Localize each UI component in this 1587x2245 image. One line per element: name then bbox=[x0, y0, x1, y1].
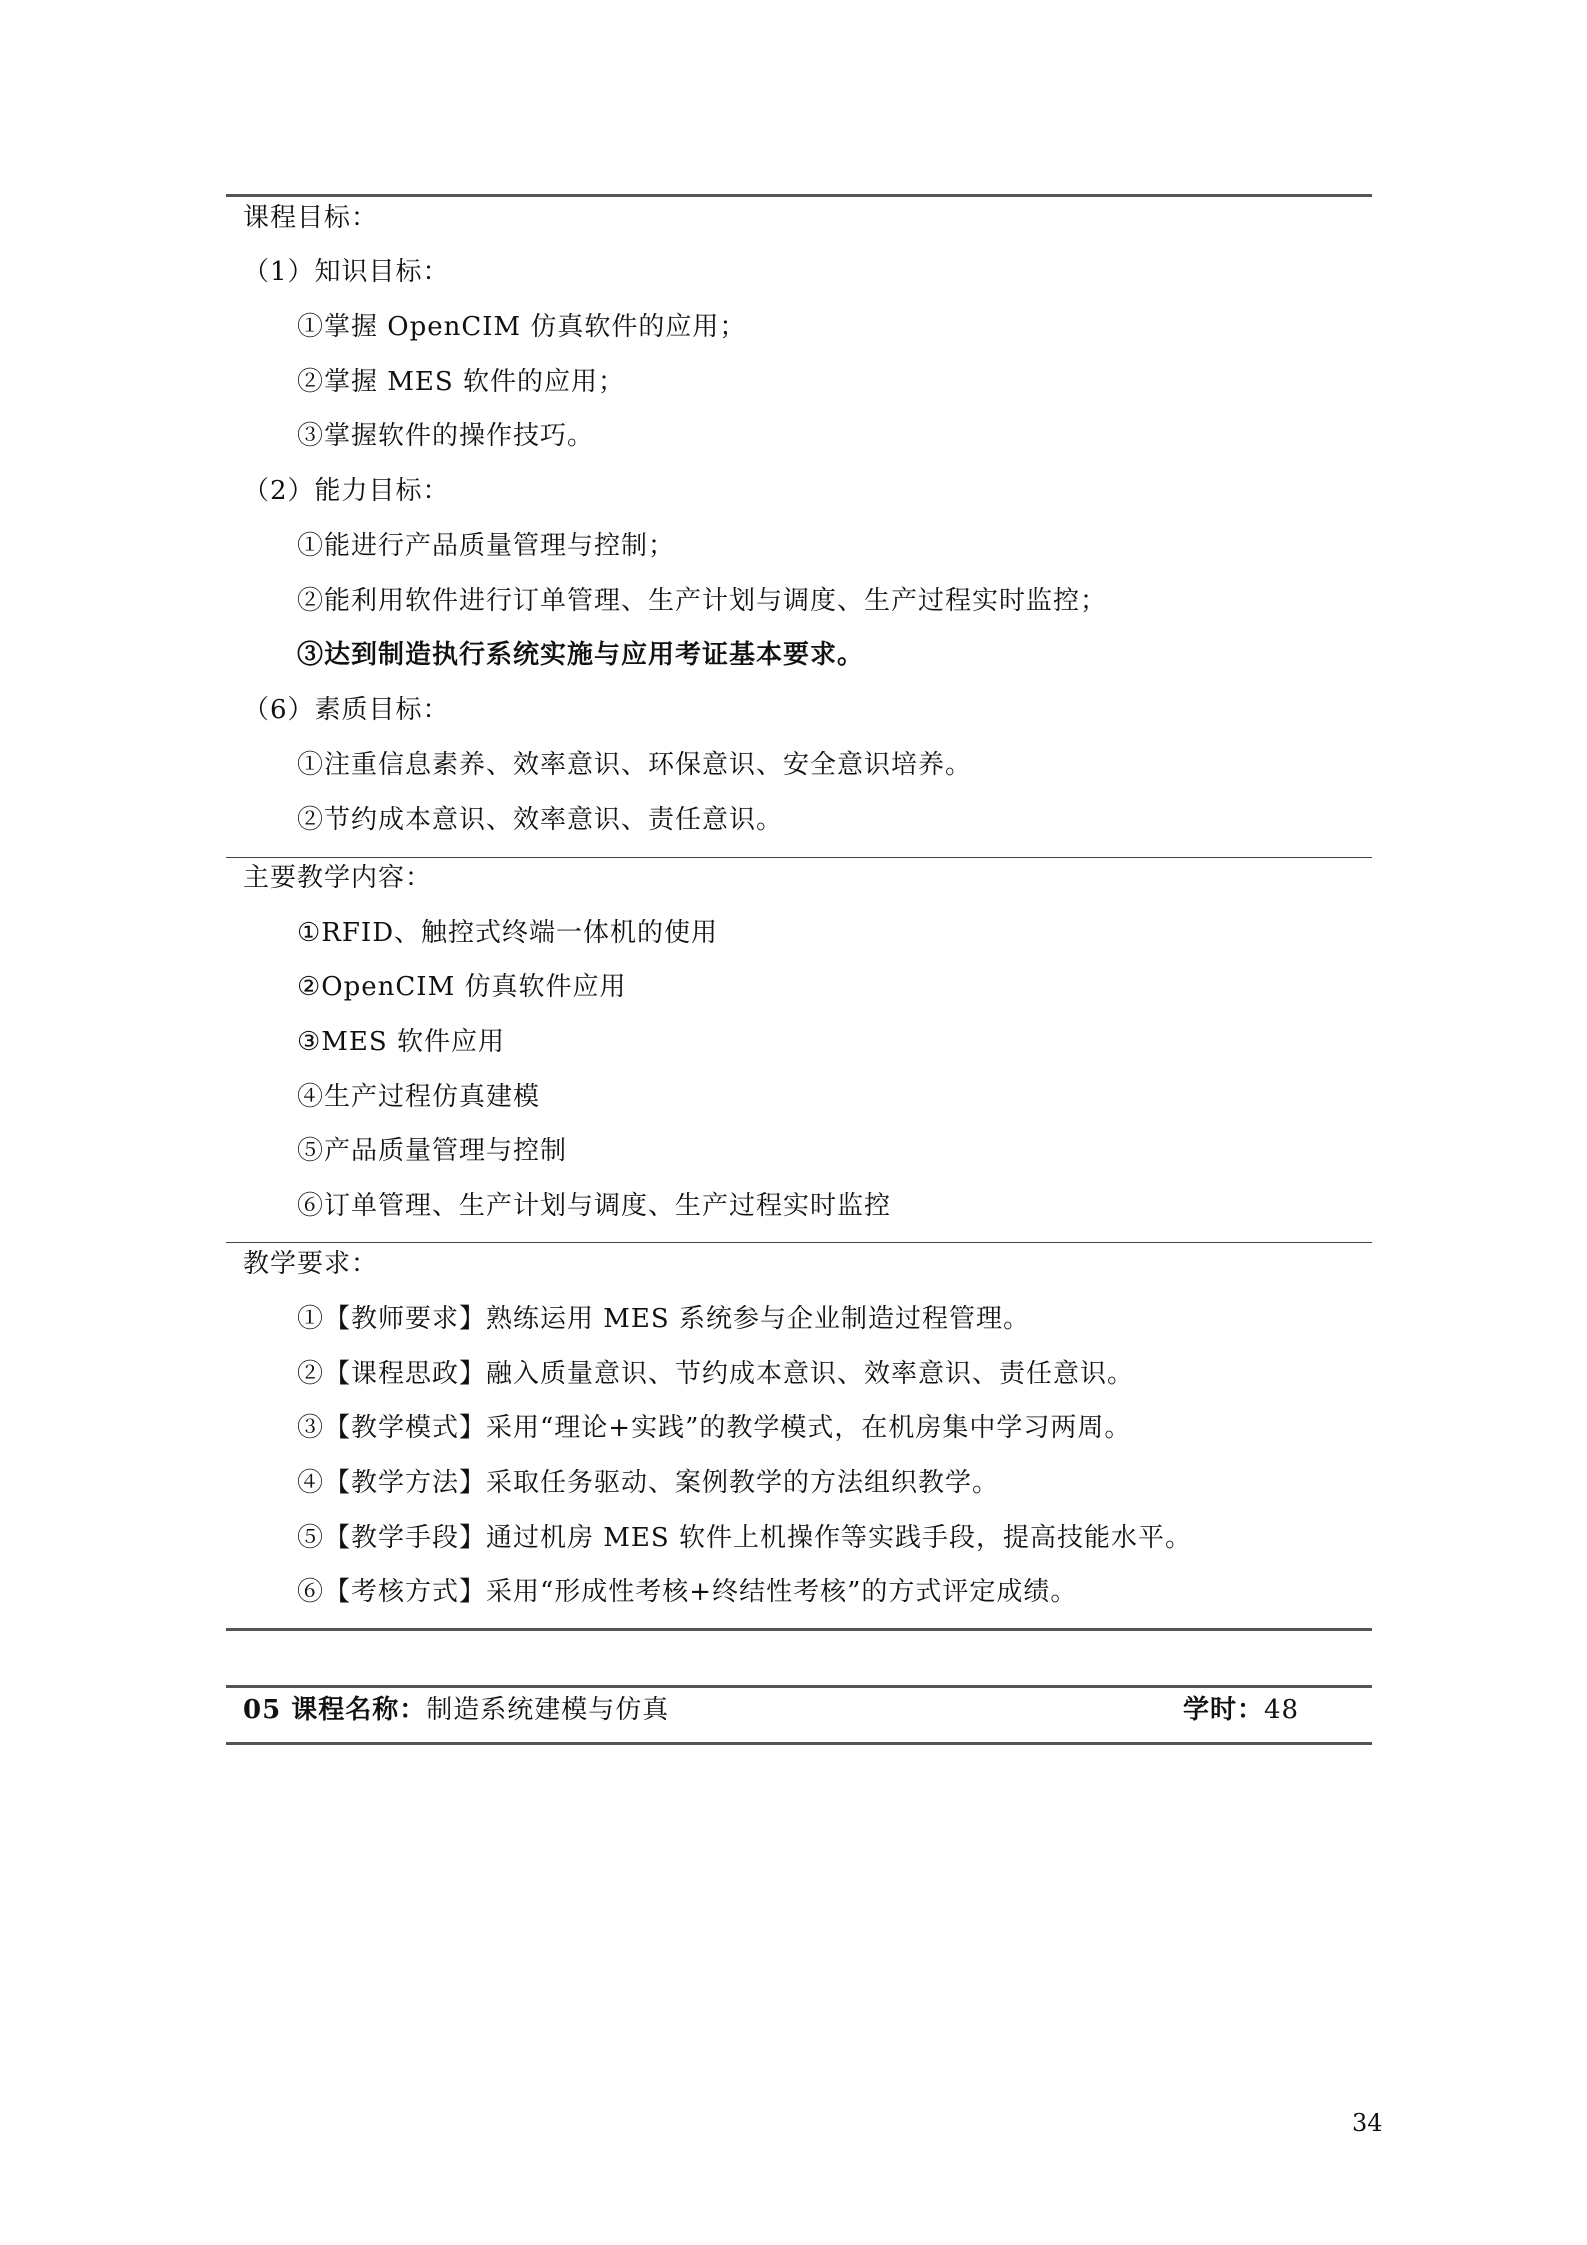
hours-label: 学时： bbox=[1183, 1695, 1265, 1725]
quality-goal-item: ①注重信息素养、效率意识、环保意识、安全意识培养。 bbox=[297, 750, 973, 780]
content-item: ③MES 软件应用 bbox=[297, 1027, 505, 1057]
ability-goal-item: ③达到制造执行系统实施与应用考证基本要求。 bbox=[297, 640, 865, 670]
requirement-item: ①【教师要求】熟练运用 MES 系统参与企业制造过程管理。 bbox=[297, 1304, 1030, 1334]
requirements-heading: 教学要求： bbox=[243, 1249, 379, 1279]
section-divider bbox=[226, 1242, 1372, 1243]
requirement-item: ②【课程思政】融入质量意识、节约成本意识、效率意识、责任意识。 bbox=[297, 1359, 1135, 1389]
quality-goals-heading: （6）素质目标： bbox=[243, 695, 450, 725]
table-top-rule bbox=[226, 194, 1372, 197]
goals-heading: 课程目标： bbox=[243, 203, 379, 233]
page-number: 34 bbox=[1352, 2109, 1383, 2137]
requirement-item: ⑥【考核方式】采用“形成性考核+终结性考核”的方式评定成绩。 bbox=[297, 1577, 1078, 1607]
requirement-item: ④【教学方法】采取任务驱动、案例教学的方法组织教学。 bbox=[297, 1468, 1000, 1498]
requirement-item: ③【教学模式】采用“理论+实践”的教学模式，在机房集中学习两周。 bbox=[297, 1413, 1132, 1443]
content-item: ⑤产品质量管理与控制 bbox=[297, 1136, 568, 1166]
knowledge-goal-item: ①掌握 OpenCIM 仿真软件的应用； bbox=[297, 312, 747, 342]
table-bottom-rule bbox=[226, 1628, 1372, 1631]
next-course-top-rule bbox=[226, 1685, 1372, 1688]
quality-goal-item: ②节约成本意识、效率意识、责任意识。 bbox=[297, 805, 784, 835]
content-item: ①RFID、触控式终端一体机的使用 bbox=[297, 918, 719, 948]
content-item: ④生产过程仿真建模 bbox=[297, 1082, 541, 1112]
ability-goal-item: ①能进行产品质量管理与控制； bbox=[297, 531, 676, 561]
next-course-bottom-rule bbox=[226, 1742, 1372, 1745]
hours-value: 48 bbox=[1264, 1695, 1300, 1725]
knowledge-goals-heading: （1）知识目标： bbox=[243, 257, 450, 287]
ability-goal-item: ②能利用软件进行订单管理、生产计划与调度、生产过程实时监控； bbox=[297, 586, 1108, 616]
requirement-item: ⑤【教学手段】通过机房 MES 软件上机操作等实践手段，提高技能水平。 bbox=[297, 1523, 1192, 1553]
knowledge-goal-item: ②掌握 MES 软件的应用； bbox=[297, 367, 625, 397]
knowledge-goal-item: ③掌握软件的操作技巧。 bbox=[297, 421, 595, 451]
section-divider bbox=[226, 857, 1372, 858]
course-name-label: 05 课程名称： bbox=[243, 1695, 427, 1725]
next-course-hours bbox=[1183, 1693, 1299, 1727]
content-item: ②OpenCIM 仿真软件应用 bbox=[297, 972, 627, 1002]
content-item: ⑥订单管理、生产计划与调度、生产过程实时监控 bbox=[297, 1191, 892, 1221]
next-course-name bbox=[243, 1693, 669, 1727]
content-heading: 主要教学内容： bbox=[243, 863, 433, 893]
course-name-value: 制造系统建模与仿真 bbox=[426, 1695, 670, 1725]
ability-goals-heading: （2）能力目标： bbox=[243, 476, 450, 506]
